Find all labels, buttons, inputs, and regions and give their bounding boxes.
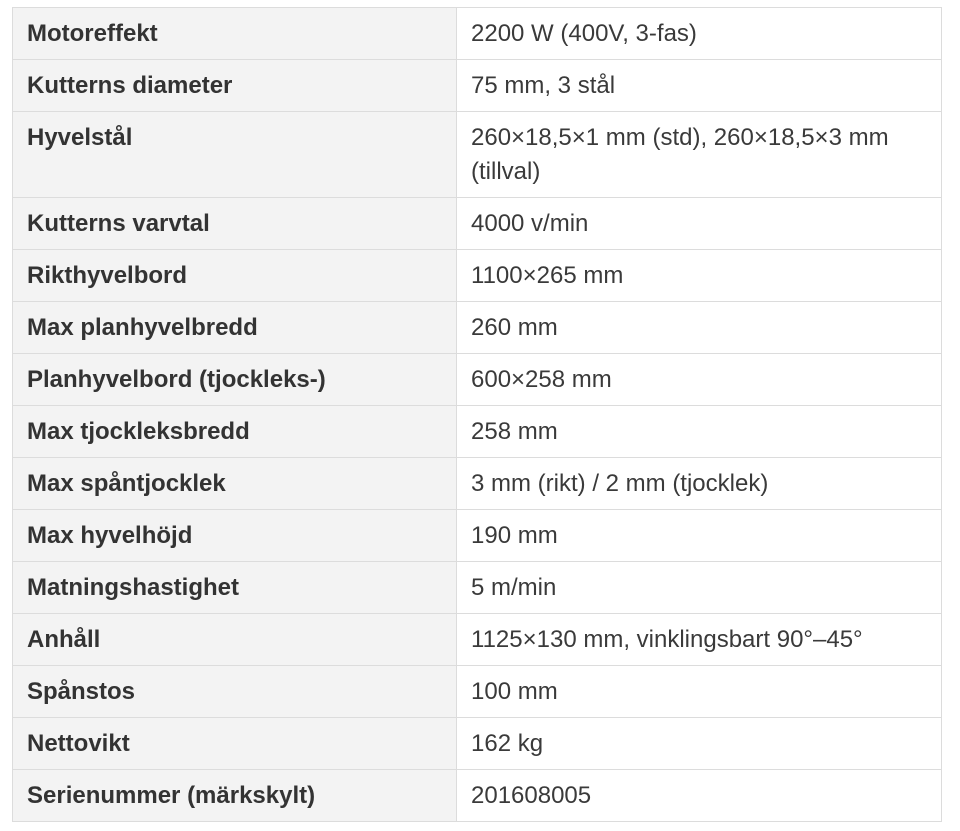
spec-row (13, 562, 942, 614)
spec-value-rikthyvelbord: 1100×265 mm (457, 250, 942, 302)
spec-value-matningshastighet: 5 m/min (457, 562, 942, 614)
spec-value-max-tjockleksbredd: 258 mm (457, 406, 942, 458)
spec-label-kutterns-diameter: Kutterns diameter (13, 60, 457, 112)
spec-label-matningshastighet: Matningshastighet (13, 562, 457, 614)
spec-label-max-planhyvelbredd: Max planhyvelbredd (13, 302, 457, 354)
spec-label-kutterns-varvtal: Kutterns varvtal (13, 198, 457, 250)
spec-row (13, 510, 942, 562)
spec-value-anhall: 1125×130 mm, vinklingsbart 90°–45° (457, 614, 942, 666)
spec-row (13, 458, 942, 510)
spec-row (13, 354, 942, 406)
spec-table (12, 7, 942, 822)
spec-label-max-hyvelhojd: Max hyvelhöjd (13, 510, 457, 562)
spec-row (13, 406, 942, 458)
spec-row (13, 198, 942, 250)
spec-value-planhyvelbord: 600×258 mm (457, 354, 942, 406)
spec-value-max-spantjocklek: 3 mm (rikt) / 2 mm (tjocklek) (457, 458, 942, 510)
spec-row (13, 718, 942, 770)
spec-value-spanstos: 100 mm (457, 666, 942, 718)
spec-row (13, 666, 942, 718)
spec-row (13, 60, 942, 112)
spec-label-serienummer: Serienummer (märkskylt) (13, 770, 457, 822)
spec-row (13, 250, 942, 302)
spec-value-kutterns-varvtal: 4000 v/min (457, 198, 942, 250)
spec-value-max-hyvelhojd: 190 mm (457, 510, 942, 562)
spec-row (13, 302, 942, 354)
spec-value-hyvelstal: 260×18,5×1 mm (std), 260×18,5×3 mm (tillval) (457, 112, 942, 198)
spec-label-anhall: Anhåll (13, 614, 457, 666)
spec-row (13, 112, 942, 198)
spec-label-spanstos: Spånstos (13, 666, 457, 718)
spec-value-kutterns-diameter: 75 mm, 3 stål (457, 60, 942, 112)
spec-label-motoreffekt: Motoreffekt (13, 8, 457, 60)
spec-value-max-planhyvelbredd: 260 mm (457, 302, 942, 354)
spec-label-rikthyvelbord: Rikthyvelbord (13, 250, 457, 302)
spec-row (13, 8, 942, 60)
spec-value-motoreffekt: 2200 W (400V, 3-fas) (457, 8, 942, 60)
spec-value-nettovikt: 162 kg (457, 718, 942, 770)
spec-label-planhyvelbord: Planhyvelbord (tjockleks-) (13, 354, 457, 406)
spec-row (13, 614, 942, 666)
spec-label-hyvelstal: Hyvelstål (13, 112, 457, 198)
spec-label-max-tjockleksbredd: Max tjockleksbredd (13, 406, 457, 458)
spec-label-max-spantjocklek: Max spåntjocklek (13, 458, 457, 510)
spec-value-serienummer: 201608005 (457, 770, 942, 822)
spec-label-nettovikt: Nettovikt (13, 718, 457, 770)
spec-row (13, 770, 942, 822)
